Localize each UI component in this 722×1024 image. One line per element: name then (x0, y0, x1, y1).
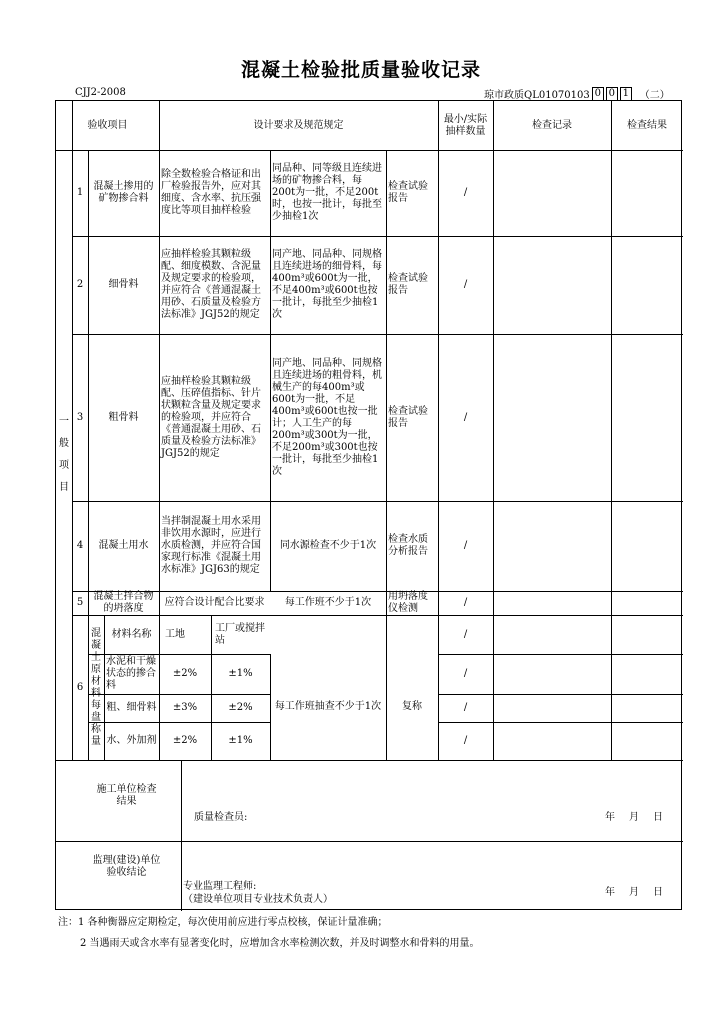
row-requirement: 除全数检验合格证和出厂检验报告外，应对其细度、含水率、抗压强度比等项目抽样检验 (161, 169, 261, 216)
row6-label: 混凝土原材料每盘称量 (91, 627, 101, 747)
row-no: 2 (76, 279, 84, 290)
doc-box-2: 0 (606, 87, 618, 101)
row-method: 检查试验报告 (388, 405, 428, 429)
row6-item-name: 水、外加剂 (106, 735, 157, 746)
row-method: 检查试验报告 (388, 181, 428, 204)
row6-col-plant: 工厂或搅拌站 (215, 622, 265, 646)
supervision-date: 年 月 日 (605, 887, 665, 898)
quality-inspector-label: 质量检查员: (194, 812, 248, 823)
note-2: 2 当遇雨天或含水率有显著变化时，应增加含水率检测次数，并及时调整水和骨料的用量。 (80, 938, 480, 949)
row6-frequency: 每工作班抽查不少于1次 (274, 701, 382, 712)
row-requirement: 应符合设计配合比要求 (164, 597, 265, 608)
row6-item-site: ±2% (172, 668, 198, 679)
row6-item-sample: / (463, 668, 468, 679)
construction-label: 施工单位检查结果 (96, 784, 157, 807)
row-name: 混凝土拌合物的坍落度 (93, 591, 154, 614)
row-frequency: 同产地、同品种、同规格且连续进场的细骨料，每400m³或600t为一批，不足400m³或600t也按一批计，每批至少抽检1次 (272, 249, 382, 320)
header-item: 验收项目 (87, 119, 128, 131)
row-method: 用坍落度仪检测 (388, 591, 428, 614)
row-no: 5 (76, 597, 84, 608)
row6-item-sample: / (463, 735, 468, 746)
row6-item-name: 水泥和干燥状态的掺合料 (106, 656, 156, 691)
row6-item-sample: / (463, 702, 468, 713)
row-sample: / (463, 187, 468, 198)
header-result: 检查结果 (627, 119, 667, 131)
row-sample: / (463, 597, 468, 608)
row-requirement: 应抽样检验其颗粒级配、压碎值指标、针片状颗粒含量及规定要求的检验项，并应符合《普通混凝土用砂、石质量及检验方法标准》JGJ52的规定 (161, 375, 261, 459)
header-record: 检查记录 (532, 119, 572, 131)
construction-date: 年 月 日 (605, 812, 665, 823)
doc-prefix: 琼市政质QL01070103 (484, 90, 590, 101)
row-frequency: 同产地、同品种、同规格且连续进场的粗骨料，机械生产的每400m³或600t为一批，不足400m³或600t也按一批计；人工生产的每200m³或300t为一批，不足200m³或300t也按一批计，每批至少抽检1次 (272, 357, 382, 477)
general-items-label: 一般项目 (59, 416, 69, 493)
row-sample: / (463, 279, 468, 290)
row6-col-site: 工地 (165, 628, 185, 640)
row-method: 检查水质分析报告 (388, 534, 428, 557)
doc-box-3: 1 (620, 87, 632, 101)
row-frequency: 同水源检查不少于1次 (279, 540, 377, 551)
row-no: 1 (76, 187, 84, 198)
supervision-engineer-label: 专业监理工程师: (183, 881, 257, 892)
supervision-label: 监理(建设)单位验收结论 (92, 855, 161, 878)
row6-method: 复称 (402, 701, 422, 712)
row6-item-name: 粗、细骨料 (106, 702, 157, 713)
row6-item-plant: ±1% (228, 668, 253, 679)
doc-box-1: 0 (592, 87, 604, 101)
doc-part: （二） (639, 90, 670, 101)
row-no: 6 (76, 681, 84, 693)
supervision-engineer-sub: （建设单位项目专业技术负责人） (183, 894, 333, 905)
header-min-sample: 最小/实际抽样数量 (443, 113, 488, 137)
row-frequency: 同品种、同等级且连续进场的矿物掺合料，每200t为一批，不足200t时，也按一批计，每批至少抽检1次 (272, 163, 382, 222)
row6-col-material: 材料名称 (111, 628, 152, 640)
row-sample: / (463, 411, 468, 423)
row-requirement: 当拌制混凝土用水采用非饮用水源时，应进行水质检测，并应符合国家现行标准《混凝土用水标准》JGJ63的规定 (161, 516, 261, 575)
row-sample: / (463, 540, 468, 551)
row-method: 检查试验报告 (388, 273, 428, 296)
standard-code: CJJ2-2008 (75, 87, 126, 98)
row-name: 细骨料 (108, 279, 139, 290)
row-requirement: 应抽样检验其颗粒级配、细度模数、含泥量及规定要求的检验项，并应符合《普通混凝土用砂、石质量及检验方法标准》JGJ52的规定 (161, 249, 261, 320)
document-number (484, 86, 670, 101)
note-1: 注：1 各种衡器应定期检定，每次使用前应进行零点校核，保证计量准确； (58, 917, 388, 928)
row6-item-site: ±2% (172, 735, 198, 746)
row-name: 粗骨料 (108, 411, 139, 423)
row-name: 混凝土用水 (98, 540, 149, 551)
header-design: 设计要求及规范规定 (253, 119, 344, 131)
row6-item-site: ±3% (172, 702, 198, 713)
row-name: 混凝土掺用的矿物掺合料 (93, 181, 154, 204)
row-no: 3 (76, 411, 84, 423)
inspection-table (55, 100, 682, 910)
row-frequency: 每工作班不少于1次 (284, 597, 372, 608)
row6-item-plant: ±2% (228, 702, 253, 713)
row6-item-plant: ±1% (228, 735, 253, 746)
page-title: 混凝土检验批质量验收记录 (240, 59, 481, 81)
row6-header-sample: / (463, 628, 468, 640)
row-no: 4 (76, 540, 84, 551)
